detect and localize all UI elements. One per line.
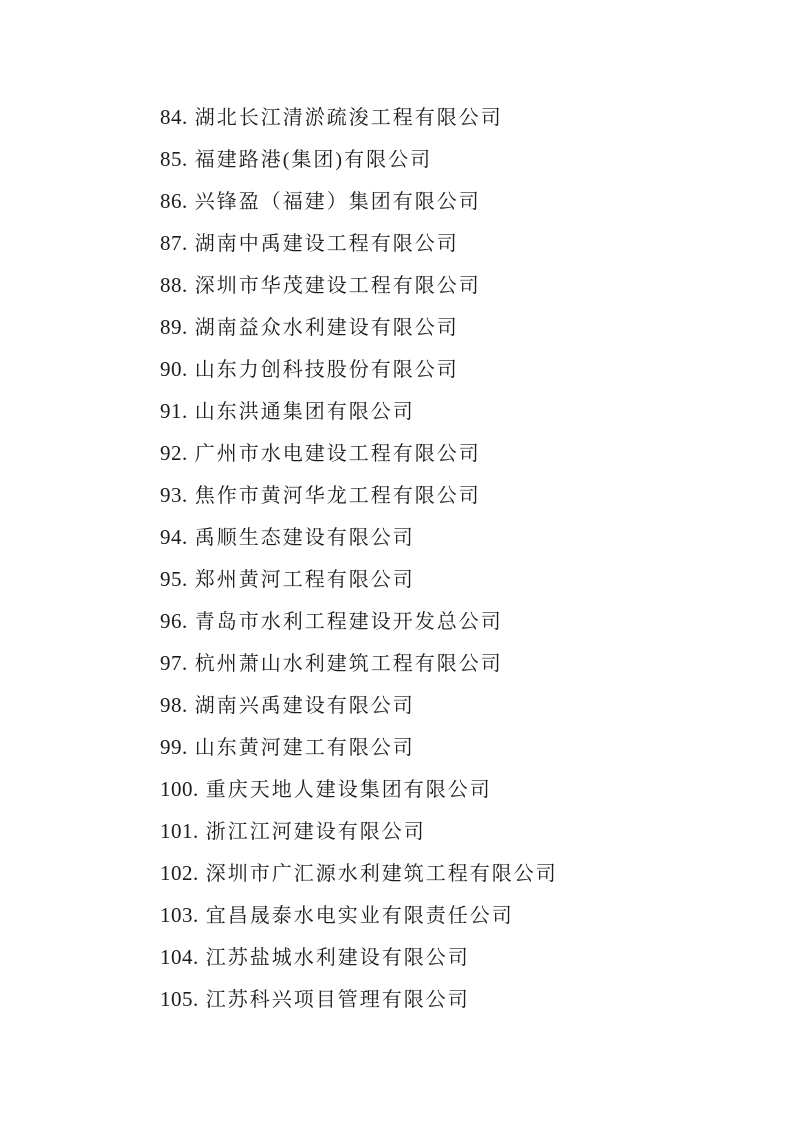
list-item bbox=[160, 642, 558, 684]
item-number: 95. bbox=[160, 567, 188, 591]
item-number: 91. bbox=[160, 399, 188, 423]
list-item bbox=[160, 726, 558, 768]
list-item bbox=[160, 432, 558, 474]
company-name: 兴锋盈（福建）集团有限公司 bbox=[194, 191, 481, 213]
item-number: 105. bbox=[160, 987, 199, 1011]
list-item bbox=[160, 852, 558, 894]
item-number: 102. bbox=[160, 861, 199, 885]
list-item bbox=[160, 684, 558, 726]
company-name: 禹顺生态建设有限公司 bbox=[194, 527, 415, 549]
company-name: 江苏盐城水利建设有限公司 bbox=[205, 947, 470, 969]
list-item bbox=[160, 978, 558, 1020]
company-name: 杭州萧山水利建筑工程有限公司 bbox=[194, 653, 503, 675]
list-item bbox=[160, 810, 558, 852]
list-item bbox=[160, 264, 558, 306]
item-number: 100. bbox=[160, 777, 199, 801]
list-item bbox=[160, 894, 558, 936]
company-name: 江苏科兴项目管理有限公司 bbox=[205, 989, 470, 1011]
list-item bbox=[160, 558, 558, 600]
list-item bbox=[160, 180, 558, 222]
list-item bbox=[160, 348, 558, 390]
list-item bbox=[160, 222, 558, 264]
item-number: 92. bbox=[160, 441, 188, 465]
company-name: 山东黄河建工有限公司 bbox=[194, 737, 415, 759]
item-number: 89. bbox=[160, 315, 188, 339]
company-name: 青岛市水利工程建设开发总公司 bbox=[194, 611, 503, 633]
company-name: 湖南兴禹建设有限公司 bbox=[194, 695, 415, 717]
list-item bbox=[160, 474, 558, 516]
item-number: 97. bbox=[160, 651, 188, 675]
company-name: 福建路港(集团)有限公司 bbox=[194, 149, 433, 171]
company-name: 重庆天地人建设集团有限公司 bbox=[205, 779, 492, 801]
item-number: 85. bbox=[160, 147, 188, 171]
item-number: 88. bbox=[160, 273, 188, 297]
company-name: 广州市水电建设工程有限公司 bbox=[194, 443, 481, 465]
company-name: 山东力创科技股份有限公司 bbox=[194, 359, 459, 381]
list-item bbox=[160, 768, 558, 810]
company-name: 湖南中禹建设工程有限公司 bbox=[194, 233, 459, 255]
company-name: 浙江江河建设有限公司 bbox=[205, 821, 426, 843]
list-item bbox=[160, 138, 558, 180]
item-number: 93. bbox=[160, 483, 188, 507]
item-number: 98. bbox=[160, 693, 188, 717]
list-item bbox=[160, 516, 558, 558]
company-list bbox=[160, 96, 558, 1020]
list-item bbox=[160, 96, 558, 138]
company-name: 山东洪通集团有限公司 bbox=[194, 401, 415, 423]
item-number: 84. bbox=[160, 105, 188, 129]
item-number: 87. bbox=[160, 231, 188, 255]
item-number: 103. bbox=[160, 903, 199, 927]
company-name: 湖北长江清淤疏浚工程有限公司 bbox=[194, 107, 503, 129]
item-number: 104. bbox=[160, 945, 199, 969]
company-name: 宜昌晟泰水电实业有限责任公司 bbox=[205, 905, 514, 927]
item-number: 90. bbox=[160, 357, 188, 381]
list-item bbox=[160, 306, 558, 348]
company-name: 湖南益众水利建设有限公司 bbox=[194, 317, 459, 339]
item-number: 99. bbox=[160, 735, 188, 759]
company-name: 深圳市华茂建设工程有限公司 bbox=[194, 275, 481, 297]
list-item bbox=[160, 600, 558, 642]
company-name: 深圳市广汇源水利建筑工程有限公司 bbox=[205, 863, 558, 885]
item-number: 94. bbox=[160, 525, 188, 549]
item-number: 96. bbox=[160, 609, 188, 633]
company-name: 焦作市黄河华龙工程有限公司 bbox=[194, 485, 481, 507]
company-name: 郑州黄河工程有限公司 bbox=[194, 569, 415, 591]
item-number: 86. bbox=[160, 189, 188, 213]
list-item bbox=[160, 390, 558, 432]
item-number: 101. bbox=[160, 819, 199, 843]
list-item bbox=[160, 936, 558, 978]
